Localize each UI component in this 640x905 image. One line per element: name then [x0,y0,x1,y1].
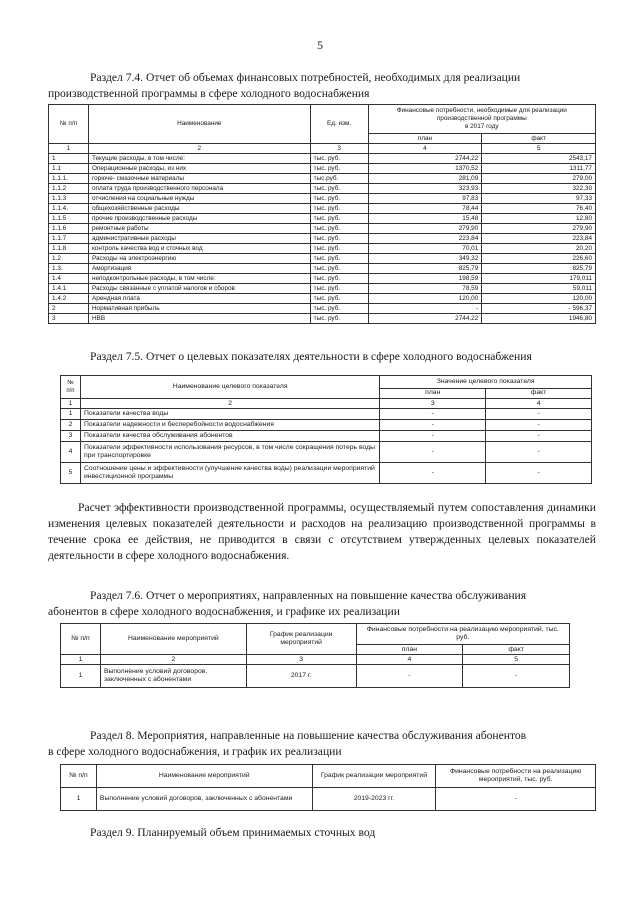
table-row [49,204,596,214]
table-row [49,154,596,164]
cell-num: 1.1.1. [49,174,89,184]
cell-fact: 97,33 [482,194,596,204]
financial-needs-table [48,104,596,324]
table-row [49,214,596,224]
cell-name: Расходы на электроэнергию [88,254,310,264]
cell-plan: - [380,442,486,463]
cell-num: 1 [49,154,89,164]
cell-num: 5 [61,463,81,484]
table-row [49,244,596,254]
cell-unit: тыс. руб. [310,294,368,304]
cell-name: Арендная плата [88,294,310,304]
cell-fact: - [486,442,592,463]
cell-fact: 1311,77 [482,164,596,174]
cell-name: горюче- смазочные материалы [88,174,310,184]
cell-plan: 70,01 [368,244,482,254]
header-financial-needs: Финансовые потребности, необходимые для реализации производственной программы в 2017 году [368,105,595,134]
cell-num: 2 [61,420,81,431]
cell-unit: тыс. руб. [310,264,368,274]
cell-name: Операционные расходы, из них [88,164,310,174]
table-row [49,194,596,204]
table-row [49,284,596,294]
cell-plan: 78,59 [368,284,482,294]
cell-unit: тыс. руб. [310,224,368,234]
measures-report-table [60,623,570,688]
cell-name: Нормативная прибыль [88,304,310,314]
header-schedule: График реализации мероприятий [312,765,436,788]
cell-name: Текущие расходы, в том числе: [88,154,310,164]
cell-num: 1.1.3 [49,194,89,204]
cell-fact: 12,80 [482,214,596,224]
cell-unit: тыс. руб. [310,204,368,214]
section-7-6-title: Раздел 7.6. Отчет о мероприятиях, направленных на повышение качества обслуживания абонентов в сфере холодного водоснабжения, и графике их реализации [48,589,527,618]
cell-unit: тыс.руб. [310,174,368,184]
table-header-row [61,376,592,389]
cell-num: 1.4.1 [49,284,89,294]
cell-fact: 279,90 [482,224,596,234]
cell-name: Показатели эффективности использования ресурсов, в том числе сокращения потерь воды при транспортировке [80,442,379,463]
header-plan: план [368,134,482,144]
cell-plan: 349,32 [368,254,482,264]
table-header-row [61,624,570,645]
cell-num: 1.3. [49,264,89,274]
page-number: 5 [317,38,323,52]
header-plan: план [380,388,486,398]
cell-num: 1.1.4. [49,204,89,214]
cell-fact: 76,40 [482,204,596,214]
table-row [49,184,596,194]
table-row [49,234,596,244]
header-financial-needs: Финансовые потребности на реализацию мероприятий, тыс. руб. [436,765,596,788]
target-indicators-table [60,375,592,484]
header-num: № п/п [61,765,97,788]
cell-num: 1.4 [49,274,89,284]
cell-plan: 323,93 [368,184,482,194]
header-name: Наименование мероприятий [100,624,246,655]
cell-unit: тыс. руб. [310,164,368,174]
cell-fact: 322,30 [482,184,596,194]
cell-plan: 198,59 [368,274,482,284]
section-7-4-title: Раздел 7.4. Отчет об объемах финансовых потребностей, необходимых для реализации производственной программы в сфере холодного водоснабжения [48,71,521,100]
cell-plan: 15,48 [368,214,482,224]
cell-unit: тыс. руб. [310,244,368,254]
cell-fact: - 596,37 [482,304,596,314]
cell-plan: 279,90 [368,224,482,234]
cell-fact: 279,00 [482,174,596,184]
cell-plan: 120,00 [368,294,482,304]
header-num: № п/п [61,376,81,399]
cell-name: общехозяйственные расходы [88,204,310,214]
header-name: Наименование [88,105,310,144]
cell-unit: тыс. руб. [310,284,368,294]
table-row [49,164,596,174]
table-row [61,431,592,442]
cell-unit: тыс. руб. [310,234,368,244]
cell-plan: - [380,420,486,431]
cell-fact: 59,011 [482,284,596,294]
cell-fact: 120,00 [482,294,596,304]
header-fact: факт [463,645,570,655]
cell-name: Соотношение цены и эффективности (улучшение качества воды) реализации мероприятий инвестиционной программы [80,463,379,484]
cell-plan: 78,44 [368,204,482,214]
target-indicators-rows [61,409,592,484]
index-row: 1 2 3 4 5 [61,655,570,665]
cell-num: 3 [61,431,81,442]
table-row: 1 Выполнение условий договоров, заключенных с абонентами 2019-2023 гг. - [61,788,596,811]
cell-name: Амортизация [88,264,310,274]
header-financial-needs: Финансовые потребности на реализацию мероприятий, тыс. руб. [356,624,569,645]
cell-name: контроль качества вод и сточных вод [88,244,310,254]
cell-plan: - [380,463,486,484]
cell-fact: 1946,80 [482,314,596,324]
section-7-5-title: Раздел 7.5. Отчет о целевых показателях деятельности в сфере холодного водоснабжения [90,350,532,363]
cell-unit: тыс. руб. [310,314,368,324]
cell-unit: тыс. руб. [310,254,368,264]
cell-name: Показатели качества обслуживания абонентов [80,431,379,442]
index-row: 1 2 3 4 5 [49,144,596,154]
table-row [49,174,596,184]
cell-fact: - [486,463,592,484]
cell-name: НВВ [88,314,310,324]
table-row [49,294,596,304]
header-num: № п/п [49,105,89,144]
cell-name: Показатели качества воды [80,409,379,420]
cell-num: 1.1.6 [49,224,89,234]
cell-plan: 281,09 [368,174,482,184]
cell-num: 1.1 [49,164,89,174]
cell-plan: - [380,431,486,442]
cell-fact: 825,79 [482,264,596,274]
table-row [61,442,592,463]
cell-num: 1.1.7 [49,234,89,244]
cell-name: ремонтные работы [88,224,310,234]
table-header-row [61,765,596,788]
header-target-value: Значение целевого показателя [380,376,592,389]
cell-fact: - [486,409,592,420]
header-unit: Ед. изм. [310,105,368,144]
table-row [49,254,596,264]
cell-num: 3 [49,314,89,324]
cell-plan: 223,84 [368,234,482,244]
cell-plan: - [368,304,482,314]
cell-num: 1.4.2 [49,294,89,304]
cell-num: 1.1.5 [49,214,89,224]
cell-fact: - [486,420,592,431]
cell-unit: тыс. руб. [310,184,368,194]
cell-fact: 179,011 [482,274,596,284]
cell-fact: 20,20 [482,244,596,254]
cell-fact: - [486,431,592,442]
cell-num: 1 [61,409,81,420]
cell-fact: 223,84 [482,234,596,244]
table-row [61,420,592,431]
cell-plan: 2744,22 [368,314,482,324]
table-row [49,314,596,324]
cell-unit: тыс. руб. [310,154,368,164]
cell-plan: - [380,409,486,420]
cell-unit: тыс. руб. [310,194,368,204]
financial-needs-rows [49,154,596,324]
index-row: 1 2 3 4 [61,399,592,409]
table-row [49,224,596,234]
cell-plan: 97,83 [368,194,482,204]
cell-name: отчисления на социальные нужды [88,194,310,204]
cell-num: 1.1.2 [49,184,89,194]
cell-num: 2 [49,304,89,314]
cell-num: 1.1.8 [49,244,89,254]
measures-plan-table [60,764,596,811]
header-fact: факт [482,134,596,144]
cell-name: оплата труда производственного персонала [88,184,310,194]
header-num: № п/п [61,624,101,655]
header-plan: план [356,645,463,655]
header-schedule: График реализации мероприятий [246,624,356,655]
cell-unit: тыс. руб. [310,214,368,224]
cell-num: 4 [61,442,81,463]
cell-name: Расходы связанные с уплатой налогов и сборов [88,284,310,294]
cell-plan: 2744,22 [368,154,482,164]
header-fact: факт [486,388,592,398]
cell-name: административные расходы [88,234,310,244]
table-row [61,409,592,420]
header-name: Наименование мероприятий [96,765,312,788]
cell-name: неподконтрольные расходы, в том числе: [88,274,310,284]
table-row [61,463,592,484]
cell-fact: 2543,17 [482,154,596,164]
cell-name: Показатели надежности и бесперебойности водоснабжения [80,420,379,431]
section-9-title: Раздел 9. Планируемый объем принимаемых сточных вод [90,826,376,839]
cell-unit: тыс. руб. [310,304,368,314]
table-row [49,304,596,314]
cell-plan: 1370,52 [368,164,482,174]
table-row: 1 Выполнение условий договоров, заключенных с абонентами 2017 г. - - [61,665,570,688]
cell-unit: тыс. руб. [310,274,368,284]
cell-plan: 825,79 [368,264,482,274]
table-row [49,264,596,274]
cell-fact: 226,60 [482,254,596,264]
table-row [49,274,596,284]
cell-name: прочие производственные расходы [88,214,310,224]
header-name: Наименование целевого показателя [80,376,379,399]
section-8-title: Раздел 8. Мероприятия, направленные на повышение качества обслуживания абонентов в сфере холодного водоснабжения, и график их реализации [48,729,527,758]
table-header-row [49,105,596,134]
cell-num: 1.2 [49,254,89,264]
efficiency-paragraph: Расчет эффективности производственной программы, осуществляемый путем сопоставления динамики изменения целевых показателей деятельности и расходов на реализацию производственной программы в течение срока ее действия, не приводится в связи с отсутствием утвержденных целевых показателей деятельности в сфере холодного водоснабжения. [48,501,596,562]
